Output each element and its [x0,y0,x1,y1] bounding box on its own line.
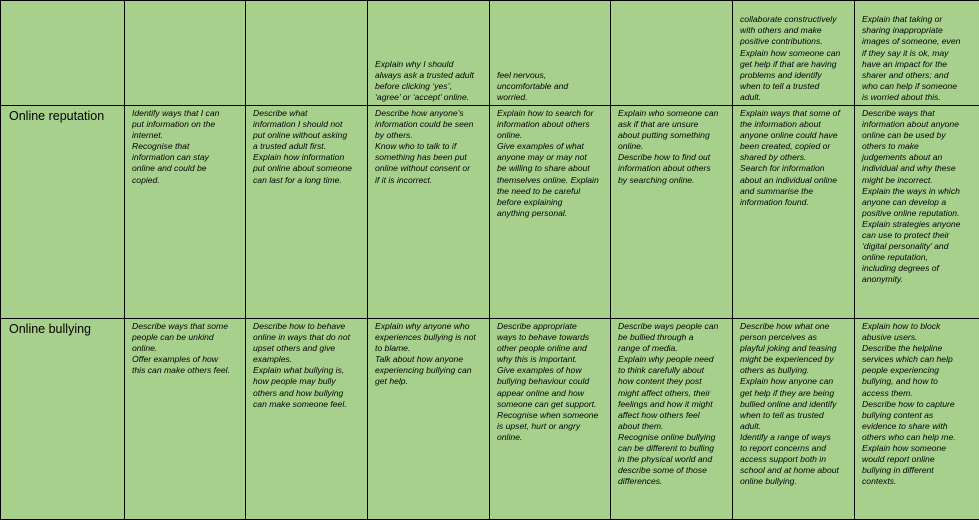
cell-text-line: is upset, hurt or angry [497,421,607,432]
cell-text-line: be bullied through a [618,332,729,343]
cell-text-line: including degrees of [862,263,976,274]
cell-text-line: online and could be [132,163,242,174]
table-cell [733,319,855,520]
cell-text-line: how people may bully [253,376,364,387]
cell-text-line: adult. [740,92,851,103]
cell-text-line: playful joking and teasing [740,343,851,354]
table-cell [125,1,246,106]
cell-text-line: feelings and how it might [618,399,729,410]
cell-text-line: why this is important. [497,354,607,365]
cell-text-line: Talk about how anyone [375,354,486,365]
table-cell [611,106,733,319]
table-cell [733,1,855,106]
cell-text-line: something has been put [375,152,486,163]
cell-text-line: sharer and others; and [862,70,976,81]
cell-text-line: sharing inappropriate [862,25,976,36]
cell-text-line: person perceives as [740,332,851,343]
cell-text-line: images of someone, even [862,36,976,47]
cell-text-line: Explain why I should [375,59,486,70]
cell-text-line: a trusted adult first. [253,141,364,152]
cell-text-line: information could be seen [375,119,486,130]
table-body [1,1,979,520]
cell-text-line: access them. [862,388,976,399]
cell-text-line: Recognise that [132,141,242,152]
cell-text-line: Identify ways that I can [132,108,242,119]
cell-text-line: been created, copied or [740,141,851,152]
table-cell [246,319,368,520]
cell-text-line: information about anyone [862,119,976,130]
cell-text-line: Recognise online bullying [618,432,729,443]
cell-text-line: this can make others feel. [132,365,242,376]
cell-text-line: evidence to share with [862,421,976,432]
cell-text-line: Know who to talk to if [375,141,486,152]
cell-text-line: examples. [253,354,364,365]
cell-text-line: about an individual online [740,175,851,186]
cell-text-line: Explain how someone can [740,48,851,59]
cell-text-line: Explain how to search for [497,108,607,119]
cell-text-line: and summarise the [740,186,851,197]
cell-text-line: before clicking ‘yes’, [375,81,486,92]
table-cell [368,106,490,319]
cell-text-line: when to tell as trusted [740,410,851,421]
row-heading: Online bullying [1,319,125,520]
table-cell [611,319,733,520]
cell-text-line: upset others and give [253,343,364,354]
table-cell [125,319,246,520]
cell-text-line: Explain why anyone who [375,321,486,332]
cell-text-line: with others and make [740,25,851,36]
cell-text-line: Describe how to behave [253,321,364,332]
cell-text-line: get help if that are having [740,59,851,70]
cell-text-line: Explain how someone [862,443,976,454]
cell-text-line: anonymity. [862,274,976,285]
cell-text-line: if they say it is ok, may [862,48,976,59]
cell-text-line: Describe ways people can [618,321,729,332]
cell-text-line: who can help if someone [862,81,976,92]
row-heading: Online reputation [1,106,125,319]
cell-text-line: differences. [618,476,729,487]
cell-text-line: how content they post [618,376,729,387]
cell-text-line: if it is incorrect. [375,175,486,186]
cell-text-line: ‘agree’ or ‘accept’ online. [375,92,486,103]
table-cell [246,106,368,319]
cell-text-line: Offer examples of how [132,354,242,365]
cell-text-line: describe some of those [618,465,729,476]
cell-text-line: anyone may or may not [497,152,607,163]
cell-text-line: Describe how to capture [862,399,976,410]
table-cell [490,319,611,520]
cell-text-line: collaborate constructively [740,14,851,25]
cell-text-line: put online without asking [253,130,364,141]
cell-text-line: online. [132,343,242,354]
cell-text-line: bullying content as [862,410,976,421]
cell-text-line: people can be unkind [132,332,242,343]
cell-text-line: information I should not [253,119,364,130]
cell-text-line: experiences bullying is not [375,332,486,343]
cell-text-line: affect how others feel [618,410,729,421]
table-cell [490,106,611,319]
cell-text-line: range of media. [618,343,729,354]
cell-text-line: individual and why these [862,163,976,174]
table-cell [611,1,733,106]
cell-text-line: worried. [497,92,607,103]
cell-text-line: might be incorrect. [862,175,976,186]
cell-text-line: anything personal. [497,208,607,219]
cell-text-line: Explain what bullying is, [253,365,364,376]
cell-text-line: Explain how information [253,152,364,163]
cell-text-line: Explain how to block [862,321,976,332]
cell-text-line: be willing to share about [497,163,607,174]
cell-text-line: put online about someone [253,163,364,174]
cell-text-line: others as bullying. [740,365,851,376]
cell-text-line: when to tell a trusted [740,81,851,92]
cell-text-line: can use to protect their [862,230,976,241]
cell-text-line: ‘digital personality’ and [862,241,976,252]
cell-text-line: positive contributions. [740,36,851,47]
cell-text-line: internet. [132,130,242,141]
cell-text-line: have an impact for the [862,59,976,70]
cell-text-line: always ask a trusted adult [375,70,486,81]
cell-text-line: Recognise when someone [497,410,607,421]
cell-text-line: adult. [740,421,851,432]
cell-text-line: access support both in [740,454,851,465]
cell-text-line: Describe ways that [862,108,976,119]
cell-text-line: Explain who someone can [618,108,729,119]
cell-text-line: abusive users. [862,332,976,343]
cell-text-line: about putting something [618,130,729,141]
table-cell [733,106,855,319]
cell-text-line: feel nervous, [497,70,607,81]
cell-text-line: Explain why people need [618,354,729,365]
cell-text-line: Describe how to find out [618,152,729,163]
table-row [1,106,979,319]
cell-text-line: uncomfortable and [497,81,607,92]
cell-text-line: ways to behave towards [497,332,607,343]
cell-text-line: online reputation, [862,252,976,263]
cell-text-line: Describe appropriate [497,321,607,332]
table-cell [368,1,490,106]
cell-text-line: bullying, and how to [862,376,976,387]
table-cell [490,1,611,106]
cell-text-line: Explain the ways in which [862,186,976,197]
cell-text-line: can make someone feel. [253,399,364,410]
cell-text-line: Describe what [253,108,364,119]
cell-text-line: online. [497,432,607,443]
cell-text-line: others and how bullying [253,388,364,399]
cell-text-line: Give examples of how [497,365,607,376]
cell-text-line: Give examples of what [497,141,607,152]
cell-text-line: copied. [132,175,242,186]
cell-text-line: is worried about this. [862,92,976,103]
cell-text-line: might affect others, their [618,388,729,399]
cell-text-line: information found. [740,197,851,208]
cell-text-line: by others. [375,130,486,141]
cell-text-line: can be different to bulling [618,443,729,454]
cell-text-line: would report online [862,454,976,465]
cell-text-line: positive online reputation. [862,208,976,219]
cell-text-line: others to make [862,141,976,152]
cell-text-line: Identify a range of ways [740,432,851,443]
cell-text-line: Describe the helpline [862,343,976,354]
cell-text-line: online bullying. [740,476,851,487]
cell-text-line: online without consent or [375,163,486,174]
cell-text-line: online. [497,130,607,141]
cell-text-line: before explaining [497,197,607,208]
cell-text-line: others who can help me. [862,432,976,443]
cell-text-line: anyone can develop a [862,197,976,208]
cell-text-line: put information on the [132,119,242,130]
cell-text-line: anyone online could have [740,130,851,141]
cell-text-line: Describe ways that some [132,321,242,332]
table-cell [855,319,979,520]
table-cell [368,319,490,520]
cell-text-line: Explain ways that some of [740,108,851,119]
cell-text-line: other people online and [497,343,607,354]
row-heading [1,1,125,106]
cell-text-line: to think carefully about [618,365,729,376]
cell-text-line: appear online and how [497,388,607,399]
cell-text-line: online in ways that do not [253,332,364,343]
cell-text-line: bullying behaviour could [497,376,607,387]
cell-text-line: information about others [497,119,607,130]
cell-text-line: bullied online and identify [740,399,851,410]
cell-text-line: get help if they are being [740,388,851,399]
cell-text-line: the information about [740,119,851,130]
cell-text-line: to blame. [375,343,486,354]
cell-text-line: Describe how anyone’s [375,108,486,119]
table-cell [246,1,368,106]
cell-text-line: can last for a long time. [253,175,364,186]
cell-text-line: school and at home about [740,465,851,476]
cell-text-line: online can be used by [862,130,976,141]
cell-text-line: people experiencing [862,365,976,376]
cell-text-line: get help. [375,376,486,387]
cell-text-line: bullying in different [862,465,976,476]
cell-text-line: the need to be careful [497,186,607,197]
cell-text-line: in the physical world and [618,454,729,465]
cell-text-line: Describe how what one [740,321,851,332]
table-cell [125,106,246,319]
cell-text-line: judgements about an [862,152,976,163]
table-cell [855,1,979,106]
cell-text-line: problems and identify [740,70,851,81]
cell-text-line: online. [618,141,729,152]
cell-text-line: experiencing bullying can [375,365,486,376]
cell-text-line: contexts. [862,476,976,487]
cell-text-line: Explain strategies anyone [862,219,976,230]
cell-text-line: Explain that taking or [862,14,976,25]
cell-text-line: might be experienced by [740,354,851,365]
cell-text-line: about them. [618,421,729,432]
cell-text-line: information about others [618,163,729,174]
table-row [1,1,979,106]
cell-text-line: ask if that are unsure [618,119,729,130]
cell-text-line: by searching online. [618,175,729,186]
cell-text-line: services which can help [862,354,976,365]
table-row [1,319,979,520]
cell-text-line: someone can get support. [497,399,607,410]
cell-text-line: Search for information [740,163,851,174]
cell-text-line: Explain how anyone can [740,376,851,387]
cell-text-line: shared by others. [740,152,851,163]
table-cell [855,106,979,319]
cell-text-line: to report concerns and [740,443,851,454]
cell-text-line: themselves online. Explain [497,175,607,186]
cell-text-line: information can stay [132,152,242,163]
